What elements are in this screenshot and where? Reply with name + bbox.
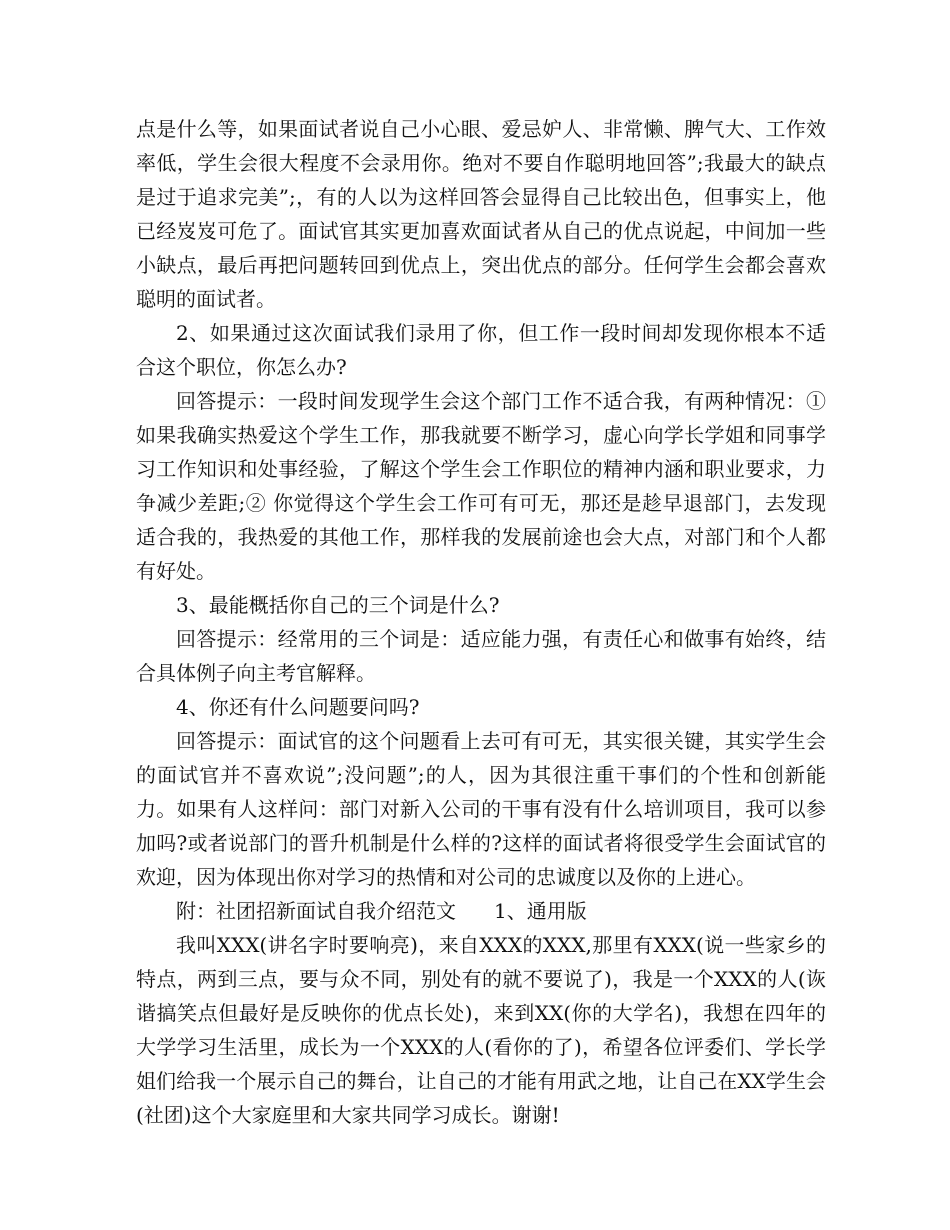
answer-2: 回答提示：一段时间发现学生会这个部门工作不适合我，有两种情况：①如果我确实热爱这个学生工作，那我就要不断学习，虚心向学长学姐和同事学习工作知识和处事经验，了解这个学生会工作职位的精神内涵和职业要求，力争减少差距;② 你觉得这个学生会工作可有可无，那还是趁早退部门，去发现适合我的，我热爱的其他工作，那样我的发展前途也会大点，对部门和个人都有好处。 (136, 389, 826, 583)
appendix-heading-line (136, 894, 826, 928)
sample-self-introduction: 我叫XXX(讲名字时要响亮)，来自XXX的XXX,那里有XXX(说一些家乡的特点，两到三点，要与众不同，别处有的就不要说了)，我是一个XXX的人(诙谐搞笑点但最好是反映你的优点长处)，来到XX(你的大学名)，我想在四年的大学学习生活里，成长为一个XXX的人(看你的了)，希望各位评委们、学长学姐们给我一个展示自己的舞台，让自己的才能有用武之地，让自己在XX学生会(社团)这个大家庭里和大家共同学习成长。谢谢! (136, 933, 826, 1127)
question-3: 3、最能概括你自己的三个词是什么? (176, 593, 500, 617)
question-4: 4、你还有什么问题要问吗? (176, 695, 420, 719)
paragraph-weakness-answer: 点是什么等，如果面试者说自己小心眼、爱忌妒人、非常懒、脾气大、工作效率低，学生会很大程度不会录用你。绝对不要自作聪明地回答”;我最大的缺点是过于追求完美”;，有的人以为这样回答会显得自己比较出色，但事实上，他已经岌岌可危了。面试官其实更加喜欢面试者从自己的优点说起，中间加一些小缺点，最后再把问题转回到优点上，突出优点的部分。任何学生会都会喜欢聪明的面试者。 (136, 117, 826, 311)
appendix-subheading: 1、通用版 (494, 899, 587, 923)
answer-4: 回答提示：面试官的这个问题看上去可有可无，其实很关键，其实学生会的面试官并不喜欢说”;没问题”;的人，因为其很注重干事们的个性和创新能力。如果有人这样问：部门对新入公司的干事有没有什么培训项目，我可以参加吗?或者说部门的晋升机制是什么样的?这样的面试者将很受学生会面试官的欢迎，因为体现出你对学习的热情和对公司的忠诚度以及你的上进心。 (136, 729, 826, 889)
answer-3: 回答提示：经常用的三个词是：适应能力强，有责任心和做事有始终，结合具体例子向主考官解释。 (136, 627, 826, 685)
question-2: 2、如果通过这次面试我们录用了你，但工作一段时间却发现你根本不适合这个职位，你怎么办? (136, 321, 826, 379)
document-body (136, 112, 826, 1132)
appendix-heading: 附：社团招新面试自我介绍范文 (176, 899, 456, 923)
